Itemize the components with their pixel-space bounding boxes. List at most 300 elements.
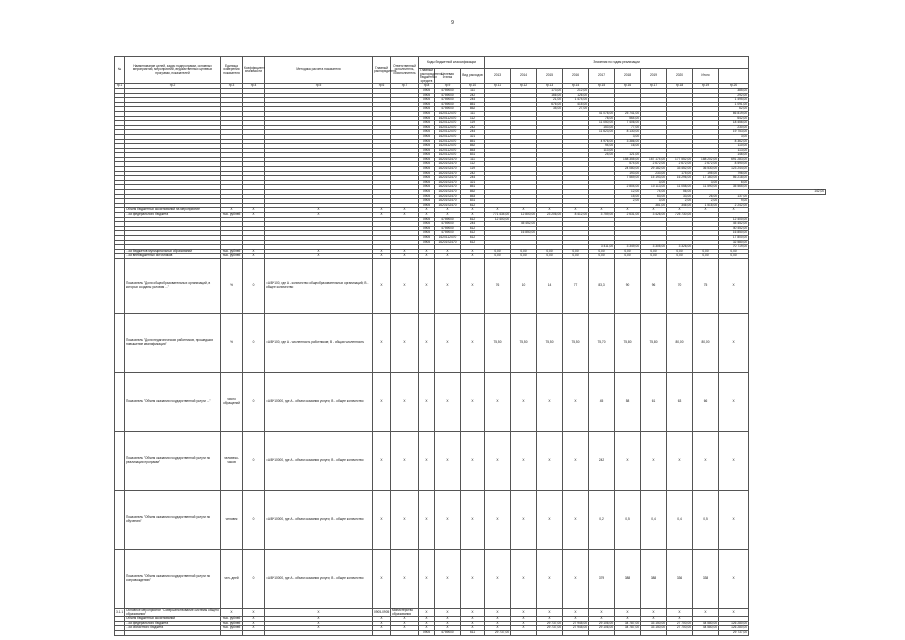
indicator-value: X bbox=[419, 490, 435, 549]
year-value-cell bbox=[537, 630, 563, 635]
kbk-cs-cell: 1620112470 bbox=[435, 111, 461, 116]
year-value-cell: 7 406,00 bbox=[615, 121, 641, 126]
kbk-vr-cell: 612 bbox=[461, 226, 485, 231]
value-cell: X bbox=[485, 608, 511, 616]
header-kbk: Коды бюджетной классификации bbox=[419, 57, 485, 69]
header-year: 2017 bbox=[589, 69, 615, 84]
kbk-cs-cell: 1620112470 bbox=[435, 144, 461, 149]
kbk-vr-cell: 119 bbox=[461, 121, 485, 126]
value-cell: X bbox=[589, 208, 615, 213]
kbk-gr-cell: 0905 bbox=[419, 171, 435, 176]
unit-cell: тыс. рублей bbox=[221, 621, 243, 626]
kbk-gr-cell: 0905 bbox=[419, 130, 435, 135]
empty-cell bbox=[221, 630, 243, 635]
total-value-cell: 16 850,00 bbox=[719, 231, 749, 236]
kbk-cs-cell: 4759000 bbox=[435, 107, 461, 112]
value-cell: 0,00 bbox=[511, 249, 537, 254]
year-value-cell: 233,00 bbox=[641, 171, 667, 176]
indicator-value: X bbox=[615, 431, 641, 490]
indicator-koef: 0 bbox=[243, 258, 265, 313]
indicator-value: X bbox=[435, 549, 461, 608]
kbk-cs-cell: 16201S2470 bbox=[435, 194, 461, 199]
value-cell: X bbox=[265, 254, 373, 259]
value-cell: 0,00 bbox=[563, 254, 589, 259]
value-cell: X bbox=[461, 208, 485, 213]
value-cell: 0,00 bbox=[589, 249, 615, 254]
year-value-cell: 11 623,00 bbox=[589, 130, 615, 135]
empty-cell bbox=[115, 490, 125, 549]
value-cell: X bbox=[419, 208, 435, 213]
year-value-cell: 126,00 bbox=[563, 93, 589, 98]
indicator-value: 0,5 bbox=[693, 490, 719, 549]
year-value-cell: 29 737,00 bbox=[537, 626, 563, 631]
kbk-gr-cell: 0905 bbox=[419, 199, 435, 204]
indicator-value: X bbox=[719, 490, 749, 549]
column-number: гр.12 bbox=[511, 84, 537, 89]
year-value-cell: 158 355,00 bbox=[615, 157, 641, 162]
kbk-cs-cell: 16201S2470 bbox=[435, 162, 461, 167]
kbk-cs-cell: 4759000 bbox=[435, 102, 461, 107]
total-value-cell: 385,00 bbox=[719, 88, 749, 93]
kbk-gr-cell: 0905 bbox=[419, 93, 435, 98]
main-activity-row bbox=[115, 608, 826, 616]
value-cell: X bbox=[419, 608, 435, 616]
value-cell: X bbox=[373, 617, 391, 622]
indicator-value: X bbox=[391, 313, 419, 372]
total-value-cell: 8 590,00 bbox=[719, 162, 749, 167]
year-value-cell: 153,00 bbox=[589, 125, 615, 130]
indicator-value: 80,00 bbox=[693, 313, 719, 372]
total-value-cell: 17 800,00 bbox=[719, 235, 749, 240]
value-cell: X bbox=[391, 626, 419, 631]
total-value-cell: 12 400,00 bbox=[719, 217, 749, 222]
header-kbk-cs: Целевая статья bbox=[435, 69, 461, 84]
activity-name: Основное мероприятие "Совершенствование системы общего образования" bbox=[126, 607, 219, 616]
budget-source-label: ...из бюджетов муниципальных образований bbox=[125, 249, 221, 254]
kbk-vr-cell: 612 bbox=[461, 217, 485, 222]
indicator-value: 379 bbox=[589, 549, 615, 608]
year-value-cell: 1 515,00 bbox=[693, 203, 719, 208]
year-value-cell: 15 193,00 bbox=[641, 176, 667, 181]
year-value-cell: 2 672,00 bbox=[693, 162, 719, 167]
kbk-cs-cell: 16201S2470 bbox=[435, 190, 461, 195]
indicator-value: X bbox=[719, 313, 749, 372]
year-value-cell: 21,00 bbox=[537, 98, 563, 103]
indicator-koef: 0 bbox=[243, 490, 265, 549]
indicator-value: X bbox=[373, 258, 391, 313]
year-value-cell: 12 400,00 bbox=[485, 217, 511, 222]
kbk-gr-cell: 0905 bbox=[419, 111, 435, 116]
column-number: гр.7 bbox=[391, 84, 419, 89]
program-table-body bbox=[115, 88, 826, 635]
year-value-cell: 195,00 bbox=[693, 171, 719, 176]
budget-source-label: ...из федерального бюджета bbox=[125, 621, 221, 626]
year-value-cell: 7 569,00 bbox=[615, 176, 641, 181]
indicator-value: 388 bbox=[615, 549, 641, 608]
year-value-cell: 346,00 bbox=[667, 203, 693, 208]
indicator-value: X bbox=[563, 490, 589, 549]
page-number: 9 bbox=[451, 20, 454, 26]
header-year: 2015 bbox=[537, 69, 563, 84]
value-cell: X bbox=[461, 617, 485, 622]
empty-cell bbox=[373, 630, 391, 635]
kbk-cs-cell: 1620112470 bbox=[435, 134, 461, 139]
kbk-gr-cell: 0905 bbox=[419, 180, 435, 185]
value-cell: 0,00 bbox=[615, 254, 641, 259]
year-value-cell bbox=[641, 630, 667, 635]
indicator-value: 75,50 bbox=[537, 313, 563, 372]
column-number: гр.6 bbox=[373, 84, 391, 89]
value-cell: X bbox=[373, 621, 391, 626]
column-number: гр.20 bbox=[719, 84, 749, 89]
year-value-cell: 16,00 bbox=[615, 144, 641, 149]
indicator-value: X bbox=[461, 372, 485, 431]
allocation-label: Объем бюджетных ассигнований bbox=[125, 617, 221, 622]
indicator-value: 70 bbox=[667, 258, 693, 313]
year-value-cell: 126 280,00 bbox=[719, 621, 749, 626]
year-value-cell: 2,00 bbox=[667, 199, 693, 204]
kbk-vr-cell: 111 bbox=[461, 88, 485, 93]
indicator-value: X bbox=[667, 431, 693, 490]
value-cell: X bbox=[243, 213, 265, 218]
kbk-gr-cell: 0905 bbox=[419, 98, 435, 103]
column-number: гр.11 bbox=[485, 84, 511, 89]
year-value-cell: 12 800,00 bbox=[511, 213, 537, 218]
total-value-cell: 66 819,00 bbox=[719, 111, 749, 116]
indicator-unit: % bbox=[221, 313, 243, 372]
indicator-value: X bbox=[641, 431, 667, 490]
indicator-value: 80,00 bbox=[667, 313, 693, 372]
indicator-value: 0,4 bbox=[667, 490, 693, 549]
year-value-cell: 27 945,00 bbox=[563, 626, 589, 631]
unit-cell: тыс. рублей bbox=[221, 254, 243, 259]
year-value-cell: 2,00 bbox=[615, 199, 641, 204]
unit-cell: тыс. рублей bbox=[221, 626, 243, 631]
kbk-gr-cell: 0905 bbox=[419, 107, 435, 112]
empty-cell bbox=[115, 372, 125, 431]
column-number: гр.17 bbox=[641, 84, 667, 89]
year-value-cell: 36 530,00 bbox=[693, 167, 719, 172]
year-value-cell: 44 580,00 bbox=[693, 621, 719, 626]
empty-cell bbox=[115, 313, 125, 372]
value-cell: 0,00 bbox=[485, 249, 511, 254]
indicator-unit: чел.-дней bbox=[221, 549, 243, 608]
year-value-cell: 17 160,00 bbox=[693, 176, 719, 181]
kbk-cs-cell: 1620112470 bbox=[435, 148, 461, 153]
value-cell: 0,00 bbox=[615, 249, 641, 254]
header-year: 2014 bbox=[511, 69, 537, 84]
value-cell: X bbox=[243, 621, 265, 626]
year-value-cell: 121,00 bbox=[615, 153, 641, 158]
indicator-value: 90 bbox=[615, 258, 641, 313]
total-value-cell: 137,00 bbox=[719, 194, 749, 199]
value-cell: X bbox=[563, 208, 589, 213]
indicator-value: 75 bbox=[693, 258, 719, 313]
value-cell: X bbox=[461, 213, 485, 218]
kbk-gr-cell: 0905 bbox=[419, 144, 435, 149]
kbk-gr-cell: 0905 bbox=[419, 222, 435, 227]
indicator-value: X bbox=[435, 313, 461, 372]
value-cell: 0,00 bbox=[563, 249, 589, 254]
year-value-cell: 78,00 bbox=[589, 116, 615, 121]
indicator-value: X bbox=[461, 258, 485, 313]
empty-cell bbox=[115, 630, 125, 635]
kbk-gr-cell: 0905 bbox=[419, 185, 435, 190]
kbk-cs-cell: 16201S2470 bbox=[435, 240, 461, 245]
indicator-value: 75,50 bbox=[511, 313, 537, 372]
indicator-method: =A/B*100, где A - количество общеобразовательных организаций; B - общее количество bbox=[265, 258, 373, 313]
year-value-cell bbox=[693, 630, 719, 635]
column-number: гр.14 bbox=[563, 84, 589, 89]
header-num: № bbox=[115, 57, 125, 84]
kbk-vr-cell: 831 bbox=[461, 199, 485, 204]
kbk-gr-cell: 0905 bbox=[419, 203, 435, 208]
kbk-cs-cell: 4759000 bbox=[435, 231, 461, 236]
indicator-name: Показатель "Объем оказания государственной услуги по обучению" bbox=[125, 490, 221, 549]
kbk-vr-cell: 851 bbox=[461, 185, 485, 190]
year-value-cell: 29 106,00 bbox=[589, 626, 615, 631]
value-cell: X bbox=[435, 213, 461, 218]
indicator-value: X bbox=[537, 549, 563, 608]
total-value-cell: 3,00 bbox=[719, 134, 749, 139]
kbk-gr-cell: 0905 bbox=[419, 125, 435, 130]
kbk-gr-cell: 0905 bbox=[419, 194, 435, 199]
header-unit: Единица измерения показателя bbox=[221, 57, 243, 84]
value-cell: X bbox=[243, 249, 265, 254]
value-cell: 0,00 bbox=[641, 249, 667, 254]
value-cell: X bbox=[693, 208, 719, 213]
column-number: гр.3 bbox=[221, 84, 243, 89]
value-cell: X bbox=[391, 249, 419, 254]
indicator-value: 338 bbox=[693, 549, 719, 608]
indicator-value: 242 bbox=[589, 431, 615, 490]
kbk-vr-cell: 244 bbox=[461, 130, 485, 135]
indicator-value: X bbox=[373, 490, 391, 549]
indicator-value: X bbox=[563, 372, 589, 431]
value-cell: X bbox=[265, 626, 373, 631]
year-value-cell bbox=[589, 630, 615, 635]
year-value-cell: 8 412,00 bbox=[563, 213, 589, 218]
indicator-value: X bbox=[373, 372, 391, 431]
year-value-cell: 29 737,00 bbox=[537, 621, 563, 626]
value-cell: X bbox=[265, 213, 373, 218]
indicator-value: 0,4 bbox=[641, 490, 667, 549]
value-cell: X bbox=[435, 249, 461, 254]
total-value-cell: 113,00 bbox=[719, 148, 749, 153]
indicator-name: Показатель "Объем оказания государственной услуги по сопровождению" bbox=[125, 549, 221, 608]
indicator-value: X bbox=[435, 431, 461, 490]
year-value-cell: 2 804,00 bbox=[615, 185, 641, 190]
value-cell: X bbox=[461, 254, 485, 259]
total-value-cell: 146,00 bbox=[719, 153, 749, 158]
header-year: 2020 bbox=[667, 69, 693, 84]
indicator-value: X bbox=[719, 258, 749, 313]
value-cell: X bbox=[461, 626, 485, 631]
kbk-vr-cell: 242 bbox=[461, 171, 485, 176]
kbk-gr-cell: 0905 bbox=[419, 121, 435, 126]
indicator-value: X bbox=[391, 549, 419, 608]
kbk-vr-cell: 321 bbox=[461, 134, 485, 139]
year-value-cell: 11 590,00 bbox=[693, 185, 719, 190]
indicator-value: X bbox=[537, 490, 563, 549]
kbk-cs-cell: 4759000 bbox=[435, 226, 461, 231]
value-cell: X bbox=[511, 626, 537, 631]
year-value-cell: 29 106,00 bbox=[589, 621, 615, 626]
total-value-cell: 56 218,00 bbox=[719, 176, 749, 181]
header-year: 2018 bbox=[615, 69, 641, 84]
activity-gr: 0905-0905 bbox=[373, 608, 391, 616]
indicator-value: 10 bbox=[511, 258, 537, 313]
indicator-value: X bbox=[391, 258, 419, 313]
indicator-method: =A/B*100, где A - численность работников; B - общая численность bbox=[265, 313, 373, 372]
total-value-cell: 45 452,00 bbox=[719, 222, 749, 227]
indicator-value: X bbox=[537, 431, 563, 490]
header-total: Итого bbox=[693, 69, 719, 84]
indicator-value: X bbox=[511, 372, 537, 431]
indicator-value: 75,50 bbox=[485, 313, 511, 372]
indicator-value: X bbox=[419, 549, 435, 608]
value-cell: 0,00 bbox=[693, 249, 719, 254]
kbk-vr-cell: 242 bbox=[461, 125, 485, 130]
kbk-gr-cell: 0905 bbox=[419, 162, 435, 167]
year-value-cell: 33,00 bbox=[667, 194, 693, 199]
value-cell: X bbox=[563, 617, 589, 622]
year-value-cell: 564,00 bbox=[615, 116, 641, 121]
value-cell: X bbox=[373, 249, 391, 254]
header-name: Наименование целей, задач подпрограмм, основных мероприятий, мероприятий, ведомственных целевых программ, показателей bbox=[125, 57, 221, 84]
total-value-cell: 18 456,00 bbox=[719, 121, 749, 126]
kbk-gr-cell: 0905 bbox=[419, 167, 435, 172]
kbk-vr-cell: 321 bbox=[461, 180, 485, 185]
value-cell: X bbox=[615, 617, 641, 622]
year-value-cell: 41 078,00 bbox=[589, 111, 615, 116]
value-cell: X bbox=[641, 608, 667, 616]
year-value-cell: 77,00 bbox=[615, 125, 641, 130]
year-value-cell: 56,00 bbox=[667, 190, 693, 195]
indicator-unit: человек bbox=[221, 490, 243, 549]
value-cell: X bbox=[419, 621, 435, 626]
kbk-gr-cell: 0905 bbox=[419, 240, 435, 245]
year-value-cell: 381,00 bbox=[641, 203, 667, 208]
year-value-cell: 177 552,00 bbox=[667, 157, 693, 162]
year-value-cell: 11 050,00 bbox=[589, 121, 615, 126]
value-cell: X bbox=[435, 617, 461, 622]
value-cell: X bbox=[419, 617, 435, 622]
indicator-value: 0,5 bbox=[615, 490, 641, 549]
value-cell: X bbox=[435, 626, 461, 631]
year-value-cell: 193,00 bbox=[615, 171, 641, 176]
indicator-unit: человеко-часов bbox=[221, 431, 243, 490]
kbk-vr-cell: 851 bbox=[461, 139, 485, 144]
indicator-koef: 0 bbox=[243, 549, 265, 608]
total-value-cell: 35 565,00 bbox=[719, 185, 749, 190]
indicator-value: X bbox=[419, 313, 435, 372]
header-year: 2016 bbox=[563, 69, 589, 84]
kbk-cs-cell: 4759000 bbox=[435, 93, 461, 98]
year-value-cell: 8 130,00 bbox=[615, 130, 641, 135]
column-number: гр.10 bbox=[461, 84, 485, 89]
empty-cell bbox=[243, 630, 265, 635]
total-value-cell: 142,00 bbox=[749, 190, 826, 195]
year-value-cell: 35,00 bbox=[537, 107, 563, 112]
year-value-cell: 45 452,00 bbox=[511, 222, 537, 227]
total-value-cell: 19 753,00 bbox=[719, 130, 749, 135]
value-cell: X bbox=[485, 626, 511, 631]
indicator-value: X bbox=[511, 490, 537, 549]
year-value-cell: 27 700,00 bbox=[667, 626, 693, 631]
value-cell: 0,00 bbox=[719, 249, 749, 254]
value-cell: X bbox=[243, 626, 265, 631]
indicator-value: X bbox=[419, 431, 435, 490]
value-cell: X bbox=[537, 608, 563, 616]
year-value-cell: 113,00 bbox=[589, 148, 615, 153]
activity-number: 3.1.1 bbox=[115, 608, 125, 616]
year-value-cell: 574,00 bbox=[615, 162, 641, 167]
indicator-value: 83,3 bbox=[589, 258, 615, 313]
indicator-row bbox=[115, 372, 826, 431]
year-value-cell: 3 349,00 bbox=[615, 245, 641, 250]
value-cell: X bbox=[461, 621, 485, 626]
indicator-method: =A/B*10000, где A - объем оказания услуги; B - общее количество bbox=[265, 490, 373, 549]
indicator-value: 75,80 bbox=[615, 313, 641, 372]
year-value-cell: 2,00 bbox=[693, 199, 719, 204]
value-cell: X bbox=[391, 208, 419, 213]
kbk-cs-cell: 4759000 bbox=[435, 88, 461, 93]
year-value-cell: 26,00 bbox=[693, 194, 719, 199]
indicator-value: 388 bbox=[641, 549, 667, 608]
kbk-cs-cell: 1620112470 bbox=[435, 153, 461, 158]
year-value-cell: 188 202,00 bbox=[693, 157, 719, 162]
indicator-value: X bbox=[391, 372, 419, 431]
kbk-cs-cell: 4759000 bbox=[435, 222, 461, 227]
indicator-value: X bbox=[373, 313, 391, 372]
indicator-value: X bbox=[719, 549, 749, 608]
value-cell: X bbox=[485, 208, 511, 213]
kbk-gr-cell: 0905 bbox=[419, 102, 435, 107]
value-cell: X bbox=[589, 617, 615, 622]
year-value-cell: 74,00 bbox=[641, 190, 667, 195]
value-cell: X bbox=[537, 617, 563, 622]
year-value-cell: 25 741,00 bbox=[615, 111, 641, 116]
total-value-cell: 1 091,00 bbox=[719, 102, 749, 107]
year-value-cell: 33 150,00 bbox=[641, 621, 667, 626]
indicator-value: 61 bbox=[641, 372, 667, 431]
indicator-value: 75,50 bbox=[563, 313, 589, 372]
indicator-unit: % bbox=[221, 258, 243, 313]
value-cell: X bbox=[461, 249, 485, 254]
value-cell: X bbox=[419, 254, 435, 259]
year-value-cell: 24 080,00 bbox=[615, 167, 641, 172]
indicator-method: =A/B*10000, где A - объем оказания услуги; B - общее количество bbox=[265, 431, 373, 490]
indicator-value: X bbox=[485, 490, 511, 549]
budget-source-label: ...из федерального бюджета bbox=[125, 213, 221, 218]
indicator-row bbox=[115, 258, 826, 313]
total-value-cell: 29 737,00 bbox=[719, 630, 749, 635]
year-value-cell: 2 631,00 bbox=[615, 213, 641, 218]
value-cell: X bbox=[615, 208, 641, 213]
unit-cell: тыс. рублей bbox=[221, 213, 243, 218]
indicator-value: 75,70 bbox=[589, 313, 615, 372]
column-number: гр.18 bbox=[667, 84, 693, 89]
value-cell: X bbox=[615, 608, 641, 616]
value-cell: 0,00 bbox=[641, 254, 667, 259]
kbk-gr-cell: 0905 bbox=[419, 217, 435, 222]
indicator-value: X bbox=[563, 431, 589, 490]
total-value-cell: 292,00 bbox=[719, 93, 749, 98]
year-value-cell: 3 411,00 bbox=[589, 245, 615, 250]
value-cell: 0,00 bbox=[667, 249, 693, 254]
indicator-value: X bbox=[435, 258, 461, 313]
